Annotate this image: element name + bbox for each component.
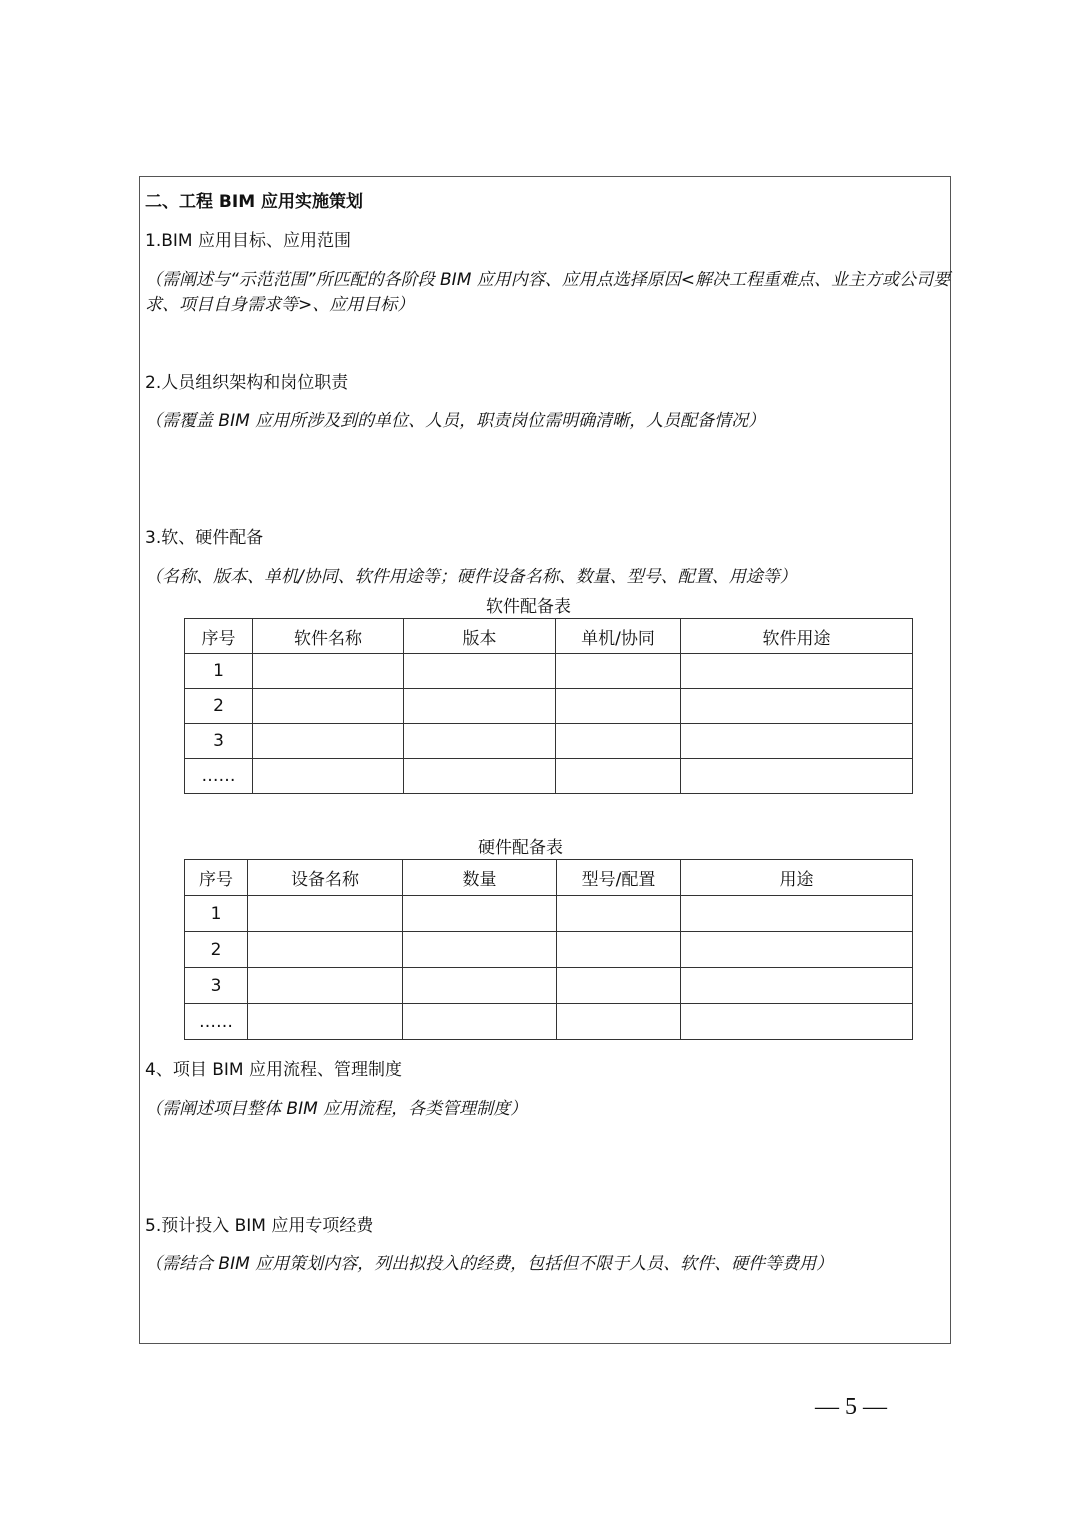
- column-header: 序号: [185, 860, 248, 896]
- empty-cell: [557, 1004, 681, 1040]
- empty-cell: [248, 932, 403, 968]
- row-number: 3: [185, 968, 248, 1004]
- empty-cell: [681, 759, 913, 794]
- empty-cell: [404, 654, 556, 689]
- hardware-table-caption: 硬件配备表: [478, 838, 563, 858]
- empty-cell: [557, 932, 681, 968]
- table-row: [185, 689, 913, 724]
- note-4: （需阐述项目整体 BIM 应用流程，各类管理制度）: [145, 1099, 528, 1119]
- heading-3: 3.软、硬件配备: [145, 528, 264, 548]
- column-header: 序号: [185, 619, 253, 654]
- heading-4: 4、项目 BIM 应用流程、管理制度: [145, 1060, 402, 1080]
- empty-cell: [403, 968, 557, 1004]
- empty-cell: [556, 759, 681, 794]
- empty-cell: [681, 724, 913, 759]
- software-table: [184, 618, 913, 794]
- row-number: 1: [185, 654, 253, 689]
- row-number: 2: [185, 689, 253, 724]
- hardware-table: [184, 859, 913, 1040]
- empty-cell: [248, 968, 403, 1004]
- empty-cell: [556, 654, 681, 689]
- table-row: [185, 968, 913, 1004]
- empty-cell: [557, 968, 681, 1004]
- row-number: 3: [185, 724, 253, 759]
- empty-cell: [248, 1004, 403, 1040]
- page-number: — 5 —: [815, 1394, 887, 1420]
- note-5: （需结合 BIM 应用策划内容，列出拟投入的经费，包括但不限于人员、软件、硬件等费用）: [145, 1254, 834, 1274]
- empty-cell: [253, 654, 404, 689]
- empty-cell: [404, 724, 556, 759]
- table-row: [185, 724, 913, 759]
- empty-cell: [681, 689, 913, 724]
- heading-5: 5.预计投入 BIM 应用专项经费: [145, 1216, 374, 1236]
- section-title: 二、工程 BIM 应用实施策划: [145, 192, 364, 212]
- row-number: 1: [185, 896, 248, 932]
- empty-cell: [681, 896, 913, 932]
- empty-cell: [403, 896, 557, 932]
- empty-cell: [557, 896, 681, 932]
- empty-cell: [404, 689, 556, 724]
- note-2: （需覆盖 BIM 应用所涉及到的单位、人员，职责岗位需明确清晰，人员配备情况）: [145, 411, 766, 431]
- table-row: [185, 759, 913, 794]
- empty-cell: [403, 1004, 557, 1040]
- table-header-row: [185, 860, 913, 896]
- table-row: [185, 654, 913, 689]
- table-row: [185, 896, 913, 932]
- empty-cell: [681, 654, 913, 689]
- column-header: 型号/配置: [557, 860, 681, 896]
- empty-cell: [403, 932, 557, 968]
- empty-cell: [556, 724, 681, 759]
- heading-1: 1.BIM 应用目标、应用范围: [145, 231, 351, 251]
- row-number: ……: [185, 1004, 248, 1040]
- column-header: 数量: [403, 860, 557, 896]
- table-row: [185, 932, 913, 968]
- empty-cell: [556, 689, 681, 724]
- column-header: 设备名称: [248, 860, 403, 896]
- software-table-caption: 软件配备表: [486, 597, 571, 617]
- empty-cell: [253, 689, 404, 724]
- column-header: 单机/协同: [556, 619, 681, 654]
- note-3: （名称、版本、单机/协同、软件用途等；硬件设备名称、数量、型号、配置、用途等）: [145, 567, 797, 587]
- table-row: [185, 1004, 913, 1040]
- empty-cell: [253, 759, 404, 794]
- empty-cell: [681, 932, 913, 968]
- column-header: 用途: [681, 860, 913, 896]
- empty-cell: [681, 1004, 913, 1040]
- column-header: 软件名称: [253, 619, 404, 654]
- empty-cell: [248, 896, 403, 932]
- empty-cell: [253, 724, 404, 759]
- row-number: 2: [185, 932, 248, 968]
- column-header: 软件用途: [681, 619, 913, 654]
- empty-cell: [404, 759, 556, 794]
- row-number: ……: [185, 759, 253, 794]
- column-header: 版本: [404, 619, 556, 654]
- table-header-row: [185, 619, 913, 654]
- empty-cell: [681, 968, 913, 1004]
- heading-2: 2.人员组织架构和岗位职责: [145, 373, 349, 393]
- note-1: （需阐述与“示范范围”所匹配的各阶段 BIM 应用内容、应用点选择原因<解决工程重难点、业主方或公司要求、项目自身需求等>、应用目标）: [145, 270, 951, 315]
